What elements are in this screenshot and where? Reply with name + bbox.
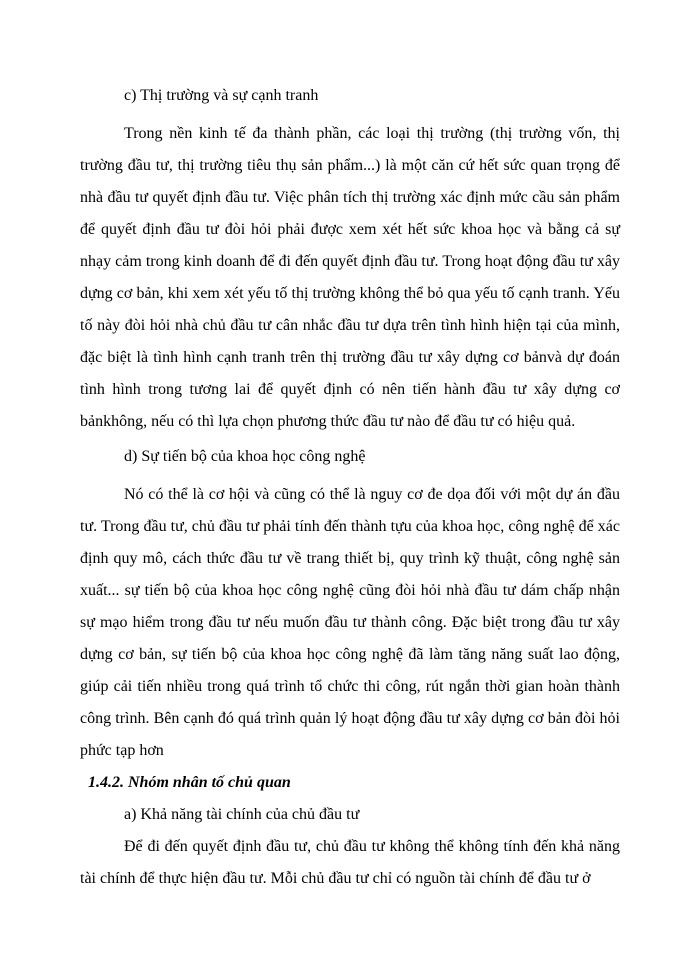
heading-financial-capacity: a) Khả năng tài chính của chủ đầu tư bbox=[124, 806, 360, 823]
section-heading-subjective-factors: 1.4.2. Nhóm nhân tố chủ quan bbox=[88, 774, 291, 791]
paragraph-science-technology: Nó có thể là cơ hội và cũng có thể là nguy cơ đe dọa đối với một dự án đầu tư. Trong đầu tư, chủ đầu tư phải tính đến thành tựu của khoa học, công nghệ để xác định quy mô, cách thức đầu tư về trang thiết bị, quy trình kỹ thuật, công nghệ sản xuất... sự tiến bộ của khoa học công nghệ cũng đòi hỏi nhà đầu tư dám chấp nhận sự mạo hiểm trong đầu tư nếu muốn đầu tư thành công. Đặc biệt trong đầu tư xây dựng cơ bản, sự tiến bộ của khoa học công nghệ đã làm tăng năng suất lao động, giúp cải tiến nhiều trong quá trình tổ chức thi công, rút ngắn thời gian hoàn thành công trình. Bên cạnh đó quá trình quản lý hoạt động đầu tư xây dựng cơ bản đòi hỏi phức tạp hơn bbox=[80, 486, 620, 759]
heading-market-competition: c) Thị trường và sự cạnh tranh bbox=[124, 87, 319, 104]
paragraph-financial-capacity: Để đi đến quyết định đầu tư, chủ đầu tư không thể không tính đến khả năng tài chính để thực hiện đầu tư. Mỗi chủ đầu tư chỉ có nguồn tài chính để đầu tư ở bbox=[80, 838, 620, 887]
paragraph-market-competition: Trong nền kinh tế đa thành phần, các loại thị trường (thị trường vốn, thị trường đầu tư, thị trường tiêu thụ sản phẩm...) là một căn cứ hết sức quan trọng để nhà đầu tư quyết định đầu tư. Việc phân tích thị trường xác định mức cầu sản phẩm để quyết định đầu tư đòi hỏi phải được xem xét hết sức khoa học và bằng cả sự nhạy cảm trong kinh doanh để đi đến quyết định đầu tư. Trong hoạt động đầu tư xây dựng cơ bản, khi xem xét yếu tố thị trường không thể bỏ qua yếu tố cạnh tranh. Yếu tố này đòi hỏi nhà chủ đầu tư cân nhắc đầu tư dựa trên tình hình hiện tại của mình, đặc biệt là tình hình cạnh tranh trên thị trường đầu tư xây dựng cơ bảnvà dự đoán tình hình trong tương lai để quyết định có nên tiến hành đầu tư xây dựng cơ bảnkhông, nếu có thì lựa chọn phương thức đầu tư nào để đầu tư có hiệu quả. bbox=[80, 125, 620, 430]
document-page bbox=[80, 85, 620, 895]
heading-science-technology: d) Sự tiến bộ của khoa học công nghệ bbox=[124, 448, 366, 465]
